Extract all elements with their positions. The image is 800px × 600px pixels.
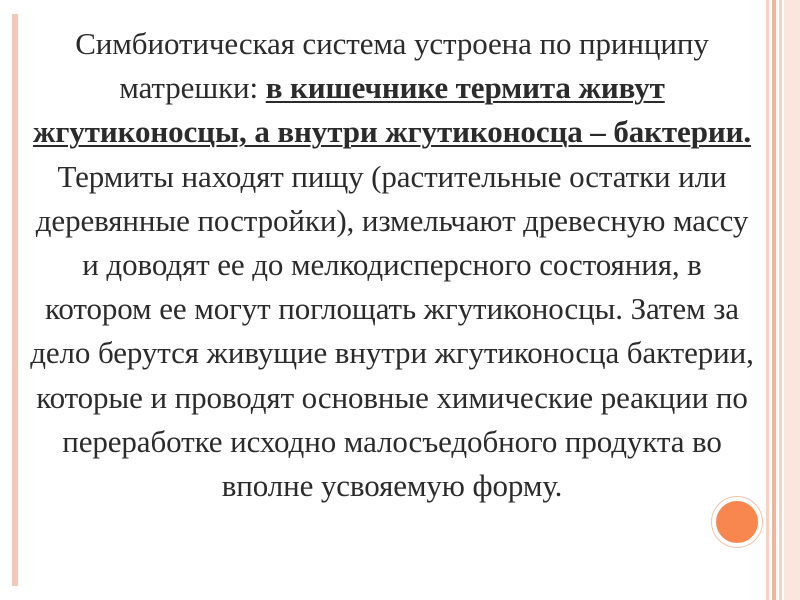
decorative-border-stripes <box>766 0 800 600</box>
paragraph-emphasis: в кишечнике термита живут жгутиконосцы, а внутри жгутиконосца – бактерии. <box>32 70 752 150</box>
border-stripe <box>784 0 800 600</box>
border-stripe <box>772 0 776 600</box>
border-stripe <box>766 0 769 600</box>
border-stripe <box>779 0 782 600</box>
decorative-circle <box>712 497 762 547</box>
paragraph-intro: Симбиотическая система устроена по принципу матрешки: <box>75 26 709 106</box>
slide-body-paragraph <box>28 22 756 508</box>
paragraph-body: Термиты находят пищу (растительные остатки или деревянные постройки), измельчают древесную массу и доводят ее до мелкодисперсного состояния, в котором ее могут поглощать жгутиконосцы. Затем за дело берутся живущие внутри жгутиконосца бактерии, которые и проводят основные химические реакции по переработке исходно малосъедобного продукта во вполне усвояемую форму. <box>30 158 754 504</box>
